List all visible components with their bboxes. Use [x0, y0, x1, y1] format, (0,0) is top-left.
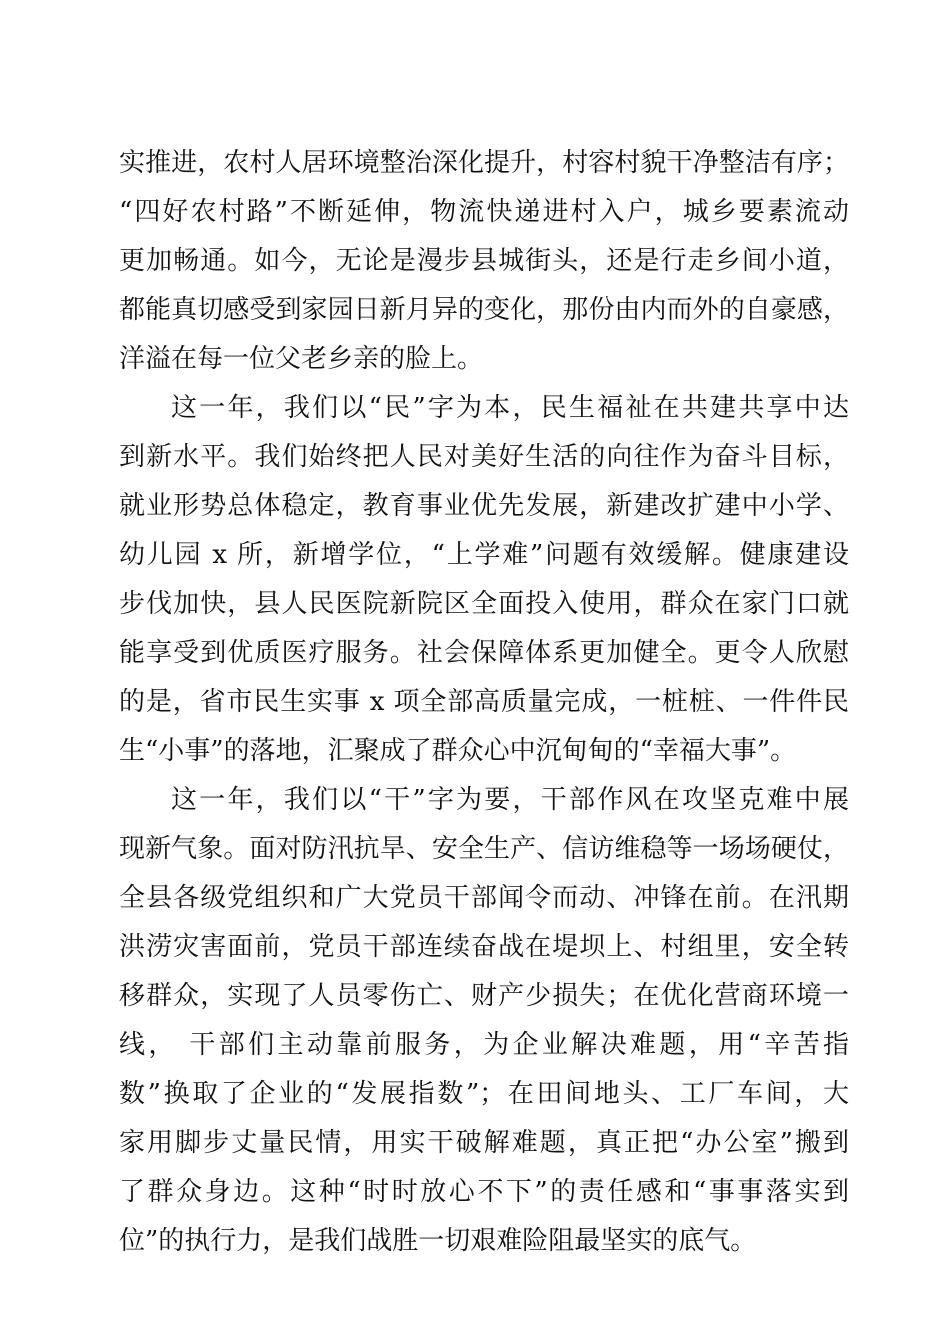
text-line: 的是，省市民生实事 x 项全部高质量完成，一桩桩、一件件民 — [119, 687, 849, 717]
text-line: 洋溢在每一位父老乡亲的脸上。 — [119, 344, 484, 374]
text-line: 数”换取了企业的“发展指数”；在田间地头、工厂车间，大 — [119, 1079, 849, 1109]
text-line: 了群众身边。这种“时时放心不下”的责任感和“事事落实到 — [119, 1177, 849, 1207]
paragraph-first-line: 这一年，我们以“干”字为要，干部作风在攻坚克难中展 — [171, 785, 849, 815]
text-line: 移群众，实现了人员零伤亡、财产少损失；在优化营商环境一 — [119, 981, 849, 1011]
text-line: 都能真切感受到家园日新月异的变化，那份由内而外的自豪感， — [119, 295, 849, 325]
text-line: 就业形势总体稳定，教育事业优先发展，新建改扩建中小学、 — [119, 491, 849, 521]
text-line: 生“小事”的落地，汇聚成了群众心中沉甸甸的“幸福大事”。 — [119, 736, 797, 766]
text-line: 更加畅通。如今，无论是漫步县城街头，还是行走乡间小道， — [119, 246, 849, 276]
text-line: 全县各级党组织和广大党员干部闻令而动、冲锋在前。在汛期 — [119, 883, 849, 913]
text-line: 幼儿园 x 所，新增学位，“上学难”问题有效缓解。健康建设 — [119, 540, 849, 570]
text-line: 家用脚步丈量民情，用实干破解难题，真正把“办公室”搬到 — [119, 1128, 849, 1158]
text-line: 实推进，农村人居环境整治深化提升，村容村貌干净整洁有序； — [119, 148, 849, 178]
text-line: 到新水平。我们始终把人民对美好生活的向往作为奋斗目标， — [119, 442, 849, 472]
text-line: 洪涝灾害面前，党员干部连续奋战在堤坝上、村组里，安全转 — [119, 932, 849, 962]
text-line: “四好农村路”不断延伸，物流快递进村入户，城乡要素流动 — [119, 197, 849, 227]
text-line: 线， 干部们主动靠前服务，为企业解决难题，用“辛苦指 — [119, 1030, 849, 1060]
text-line: 现新气象。面对防汛抗旱、安全生产、信访维稳等一场场硬仗， — [119, 834, 849, 864]
text-line: 步伐加快，县人民医院新院区全面投入使用，群众在家门口就 — [119, 589, 849, 619]
paragraph-first-line: 这一年，我们以“民”字为本，民生福祉在共建共享中达 — [171, 393, 849, 423]
text-line: 位”的执行力，是我们战胜一切艰难险阻最坚实的底气。 — [119, 1226, 757, 1256]
text-line: 能享受到优质医疗服务。社会保障体系更加健全。更令人欣慰 — [119, 638, 849, 668]
